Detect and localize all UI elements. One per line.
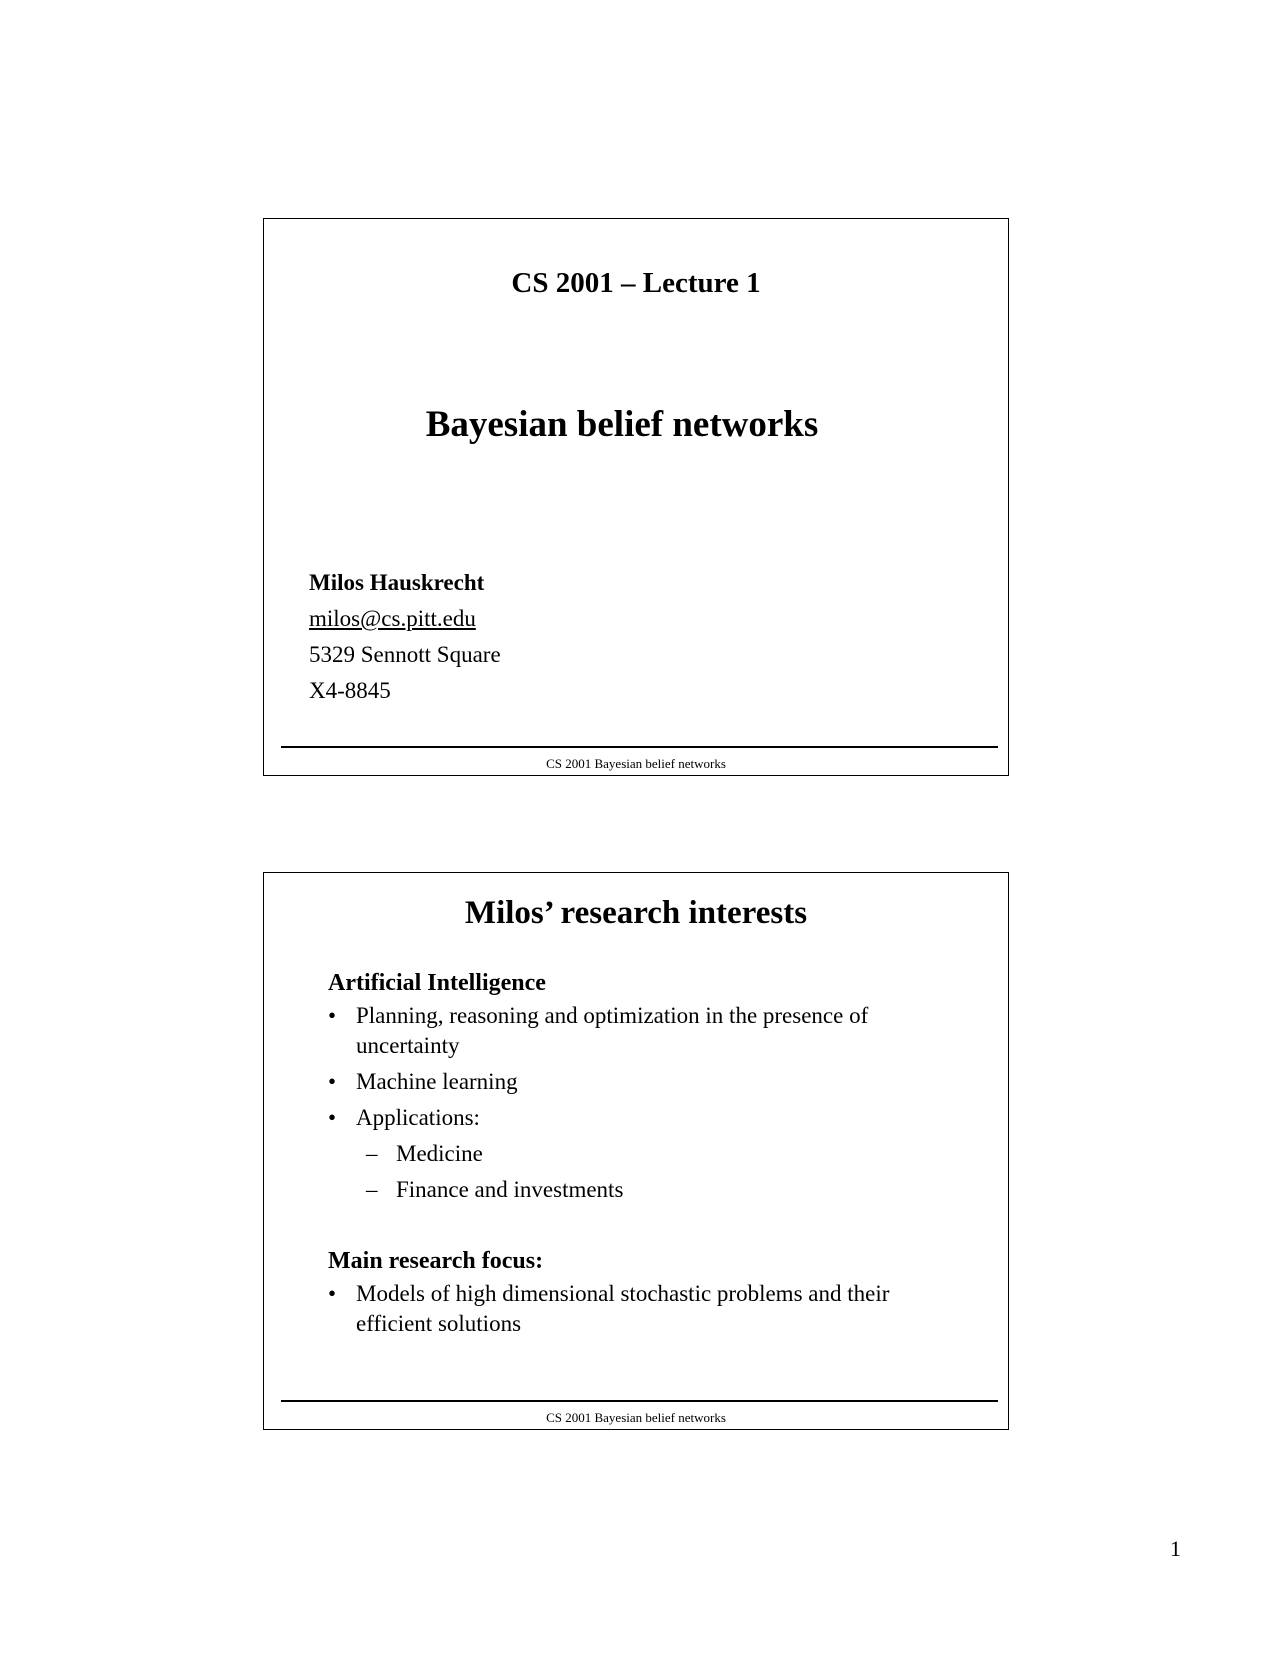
list-item-text: Planning, reasoning and optimization in the presence of uncertainty xyxy=(356,1003,869,1058)
dash-icon: – xyxy=(366,1141,378,1166)
email-link[interactable]: milos@cs.pitt.edu xyxy=(309,606,476,631)
list-item xyxy=(328,1001,916,1061)
section-main-research-focus xyxy=(328,1243,946,1345)
list-item-text: Applications: xyxy=(356,1105,480,1130)
list-item xyxy=(328,1103,916,1133)
lecture-title: CS 2001 – Lecture 1 xyxy=(511,267,761,299)
contact-block xyxy=(309,565,501,709)
bullet-icon: • xyxy=(328,1281,337,1306)
list-item xyxy=(328,1067,916,1097)
section-heading: Main research focus: xyxy=(328,1248,544,1274)
footer-divider xyxy=(281,746,998,748)
dash-icon: – xyxy=(366,1177,378,1202)
slide-title: Bayesian belief networks xyxy=(425,404,819,445)
author-name: Milos Hauskrecht xyxy=(309,570,485,595)
list-item-text: Finance and investments xyxy=(396,1177,624,1202)
page-number: 1 xyxy=(1170,1536,1181,1561)
slide-1 xyxy=(263,218,1009,776)
bullet-icon: • xyxy=(328,1105,337,1130)
section-heading: Artificial Intelligence xyxy=(328,970,546,996)
slide-2 xyxy=(263,872,1009,1430)
slide-title: Milos’ research interests xyxy=(464,895,808,931)
bullet-icon: • xyxy=(328,1069,337,1094)
bullet-icon: • xyxy=(328,1003,337,1028)
footer-divider xyxy=(281,1400,998,1402)
list-item-text: Medicine xyxy=(396,1141,483,1166)
list-item xyxy=(328,1279,946,1339)
list-item-text: Models of high dimensional stochastic problems and their efficient solutions xyxy=(356,1281,890,1336)
slide-footer: CS 2001 Bayesian belief networks xyxy=(546,1410,726,1425)
phone-number: X4-8845 xyxy=(309,678,391,703)
sub-list-item xyxy=(366,1175,916,1205)
slide-footer: CS 2001 Bayesian belief networks xyxy=(546,756,726,771)
sub-list-item xyxy=(366,1139,916,1169)
list-item-text: Machine learning xyxy=(356,1069,518,1094)
section-artificial-intelligence xyxy=(328,965,916,1211)
office-address: 5329 Sennott Square xyxy=(309,642,501,667)
